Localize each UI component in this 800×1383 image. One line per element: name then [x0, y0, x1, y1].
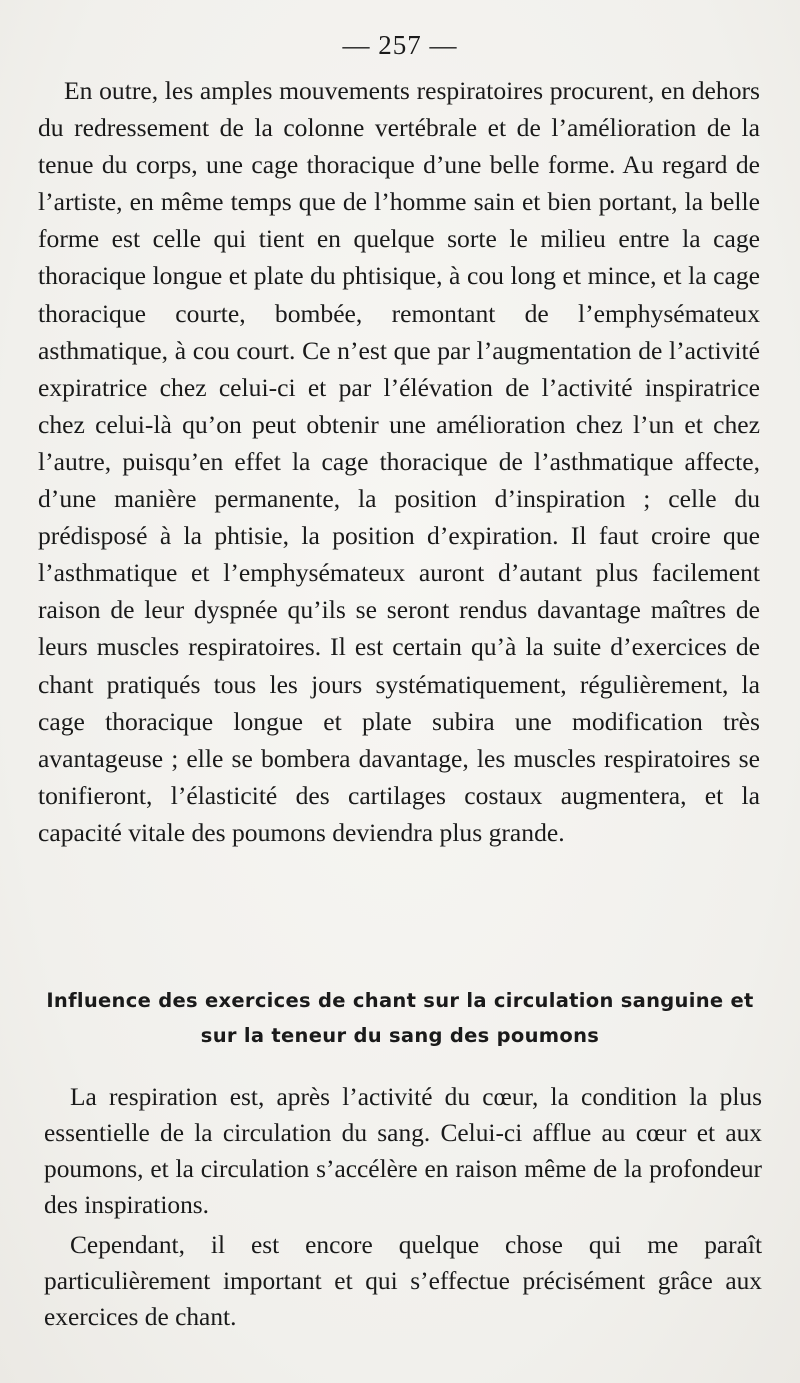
body-paragraph-2: La respiration est, après l’activité du cœur, la condition la plus essentielle de la circulation du sang. Celui-ci afflue au cœur et aux poumons, et la circulation s’accélère en raison même de la profondeur des inspirations.	[44, 1083, 762, 1219]
body-paragraph-3: Cependant, il est encore quelque chose qui me paraît particulièrement important et qui s’effectue précisément grâce aux exercices de chant.	[44, 1231, 762, 1331]
section-heading: Influence des exercices de chant sur la circulation sanguine et sur la teneur du sang des poumons	[46, 989, 754, 1047]
page-number: — 257 —	[342, 30, 458, 60]
body-paragraph-1: En outre, les amples mouvements respiratoires procurent, en dehors du redressement de la colonne vertébrale et de l’amélioration de la tenue du corps, une cage thoracique d’une belle forme. Au regard de l’artiste, en même temps que de l’homme sain et bien portant, la belle forme est celle qui tient en quelque sorte le milieu entre la cage thoracique longue et plate du phtisique, à cou long et mince, et la cage thoracique courte, bombée, remontant de l’emphysémateux asthmatique, à cou court. Ce n’est que par l’augmentation de l’activité expiratrice chez celui-ci et par l’élévation de l’activité inspiratrice chez celui-là qu’on peut obtenir une amélioration chez l’un et chez l’autre, puisqu’en effet la cage thoracique de l’asthmatique affecte, d’une manière permanente, la position d’inspiration ; celle du prédisposé à la phtisie, la position d’expiration. Il faut croire que l’asthmatique et l’emphysémateux auront d’autant plus facilement raison de leur dyspnée qu’ils se seront rendus davantage maîtres de leurs muscles respiratoires. Il est certain qu’à la suite d’exercices de chant pratiqués tous les jours systématiquement, régulièrement, la cage thoracique longue et plate subira une modification très avantageuse ; elle se bombera davantage, les muscles respiratoires se tonifieront, l’élasticité des cartilages costaux augmentera, et la capacité vitale des poumons deviendra plus grande.	[38, 76, 760, 847]
